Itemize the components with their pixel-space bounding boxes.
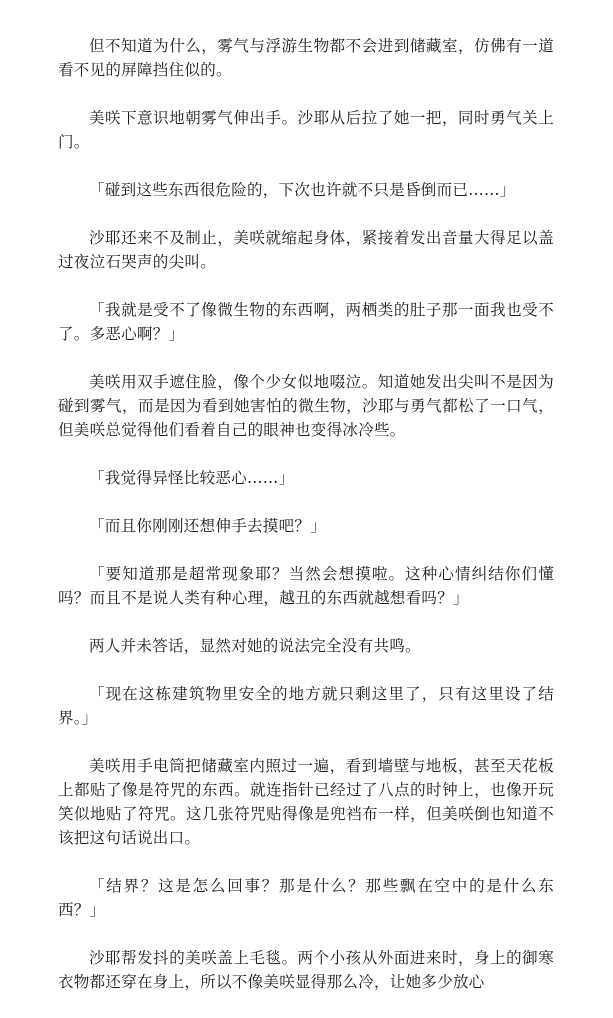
paragraph-14: 沙耶帮发抖的美咲盖上毛毯。两个小孩从外面进来时，身上的御寒衣物都还穿在身上，所以不像美咲显得那么冷，让她多少放心	[58, 949, 554, 991]
paragraph-6: 美咲用双手遮住脸，像个少女似地啜泣。知道她发出尖叫不是因为碰到雾气，而是因为看到她害怕的微生物，沙耶与勇气都松了一口气，但美咲总觉得他们看着自己的眼神也变得冰冷些。	[58, 373, 554, 439]
paragraph-8: 「而且你刚刚还想伸手去摸吧？」	[89, 517, 327, 535]
paragraph-5: 「我就是受不了像微生物的东西啊，两栖类的肚子那一面我也受不了。多恶心啊？」	[58, 301, 554, 343]
paragraph-11: 「现在这栋建筑物里安全的地方就只剩这里了，只有这里设了结界。」	[58, 685, 554, 727]
paragraph-1: 但不知道为什么，雾气与浮游生物都不会进到储藏室，仿佛有一道看不见的屏障挡住似的。	[58, 37, 554, 79]
paragraph-10: 两人并未答话，显然对她的说法完全没有共鸣。	[89, 637, 421, 655]
paragraph-3: 「碰到这些东西很危险的，下次也许就不只是昏倒而已……」	[89, 181, 516, 199]
paragraph-13: 「结界？这是怎么回事？那是什么？那些飘在空中的是什么东西？」	[58, 877, 554, 919]
paragraph-7: 「我觉得异怪比较恶心……」	[89, 469, 295, 487]
paragraph-4: 沙耶还来不及制止，美咲就缩起身体，紧接着发出音量大得足以盖过夜泣石哭声的尖叫。	[58, 229, 554, 271]
paragraph-12: 美咲用手电筒把储藏室内照过一遍，看到墙壁与地板，甚至天花板上都贴了像是符咒的东西。就连指针已经过了八点的时钟上，也像开玩笑似地贴了符咒。这几张符咒贴得像是兜裆布一样，但美咲倒也知道不该把这句话说出口。	[58, 757, 554, 847]
paragraph-9: 「要知道那是超常现象耶？当然会想摸啦。这种心情纠结你们懂吗？而且不是说人类有种心理，越丑的东西就越想看吗？」	[58, 565, 554, 607]
paragraph-2: 美咲下意识地朝雾气伸出手。沙耶从后拉了她一把，同时勇气关上门。	[58, 109, 554, 151]
document-page	[58, 34, 554, 1018]
